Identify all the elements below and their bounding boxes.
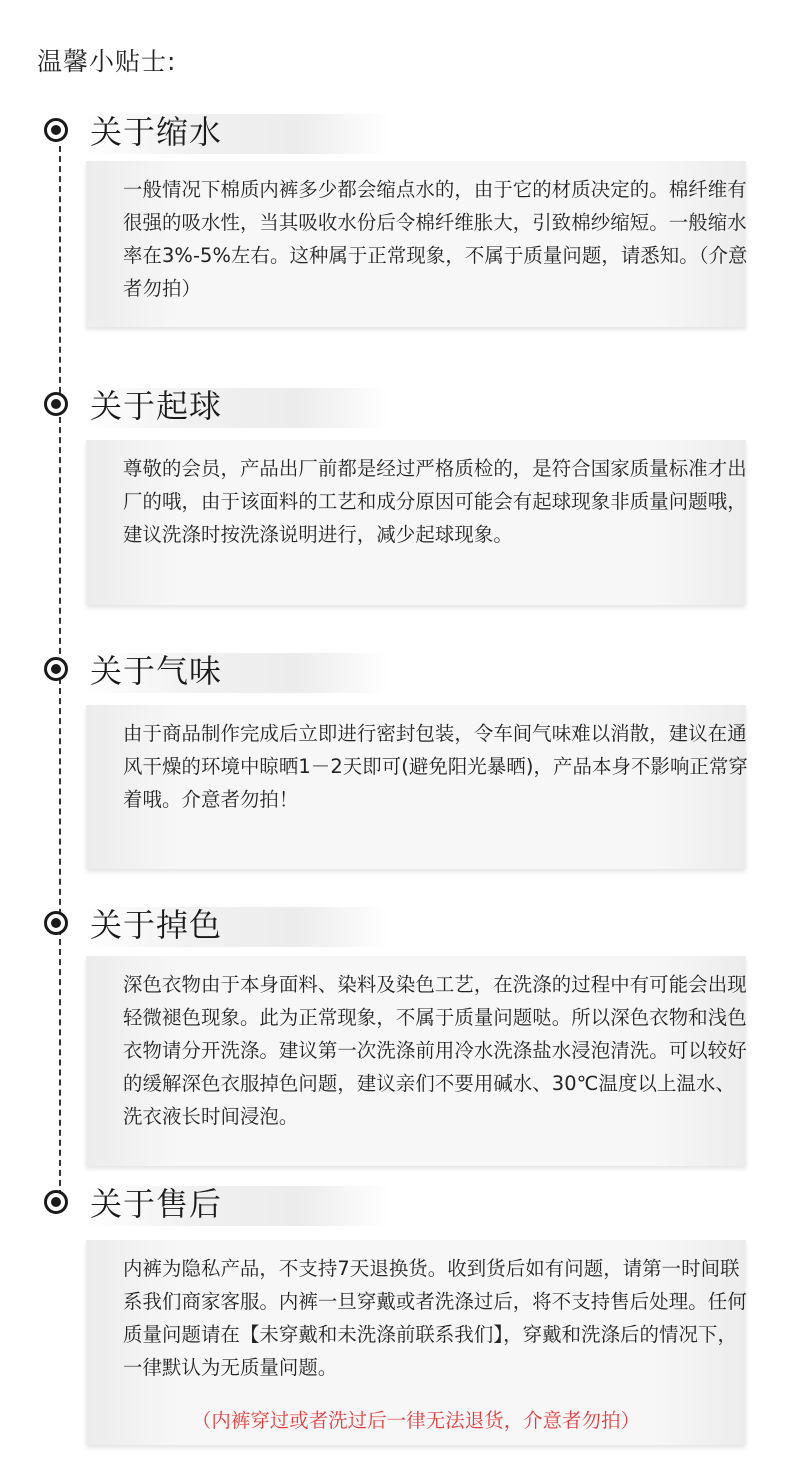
content-text: 内裤为隐私产品，不支持7天退换货。收到货后如有问题，请第一时间联系我们商家客服。内裤一旦穿戴或者洗涤过后，将不支持售后处理。任何质量问题请在【未穿戴和未洗涤前联系我们】，穿戴和洗涤后的情况下，一律默认为无质量问题。 — [123, 1257, 747, 1379]
section-title: 关于气味 — [90, 652, 223, 690]
content-text: 一般情况下棉质内裤多少都会缩点水的，由于它的材质决定的。棉纤维有很强的吸水性，当其吸收水份后令棉纤维胀大，引致棉纱缩短。一般缩水率在3%-5%左右。这种属于正常现象，不属于质量问题，请悉知。（介意者勿拍） — [123, 178, 748, 300]
section-header — [0, 110, 790, 156]
content-text: 由于商品制作完成后立即进行密封包装，令车间气味难以消散，建议在通风干燥的环境中晾晒1－2天即可(避免阳光暴晒)，产品本身不影响正常穿着哦。介意者勿拍！ — [123, 722, 748, 811]
section-header — [0, 903, 790, 949]
target-bullet-icon — [44, 392, 68, 416]
content-box — [86, 705, 746, 869]
content-box — [86, 1240, 746, 1445]
page-title: 温馨小贴士: — [37, 47, 177, 76]
section-header — [0, 649, 790, 695]
target-bullet-icon — [44, 657, 68, 681]
content-text: 尊敬的会员，产品出厂前都是经过严格质检的，是符合国家质量标准才出厂的哦，由于该面料的工艺和成分原因可能会有起球现象非质量问题哦，建议洗涤时按洗涤说明进行，减少起球现象。 — [123, 457, 747, 546]
content-text: 深色衣物由于本身面料、染料及染色工艺，在洗涤的过程中有可能会出现轻微褪色现象。此为正常现象，不属于质量问题哒。所以深色衣物和浅色衣物请分开洗涤。建议第一次洗涤前用冷水洗涤盐水浸泡清洗。可以较好的缓解深色衣服掉色问题，建议亲们不要用碱水、30℃温度以上温水、洗衣液长时间浸泡。 — [123, 973, 747, 1128]
target-bullet-icon — [44, 118, 68, 142]
section-title: 关于售后 — [90, 1185, 223, 1223]
section-title: 关于掉色 — [90, 906, 223, 944]
no-return-warning: （内裤穿过或者洗过后一律无法退货，介意者勿拍） — [191, 1409, 641, 1432]
content-box — [86, 440, 746, 605]
target-bullet-icon — [44, 1190, 68, 1214]
content-box — [86, 161, 746, 327]
section-title: 关于缩水 — [90, 113, 223, 151]
content-box — [86, 956, 746, 1166]
section-header — [0, 1182, 790, 1228]
section-header — [0, 384, 790, 430]
target-bullet-icon — [44, 911, 68, 935]
section-title: 关于起球 — [90, 387, 223, 425]
